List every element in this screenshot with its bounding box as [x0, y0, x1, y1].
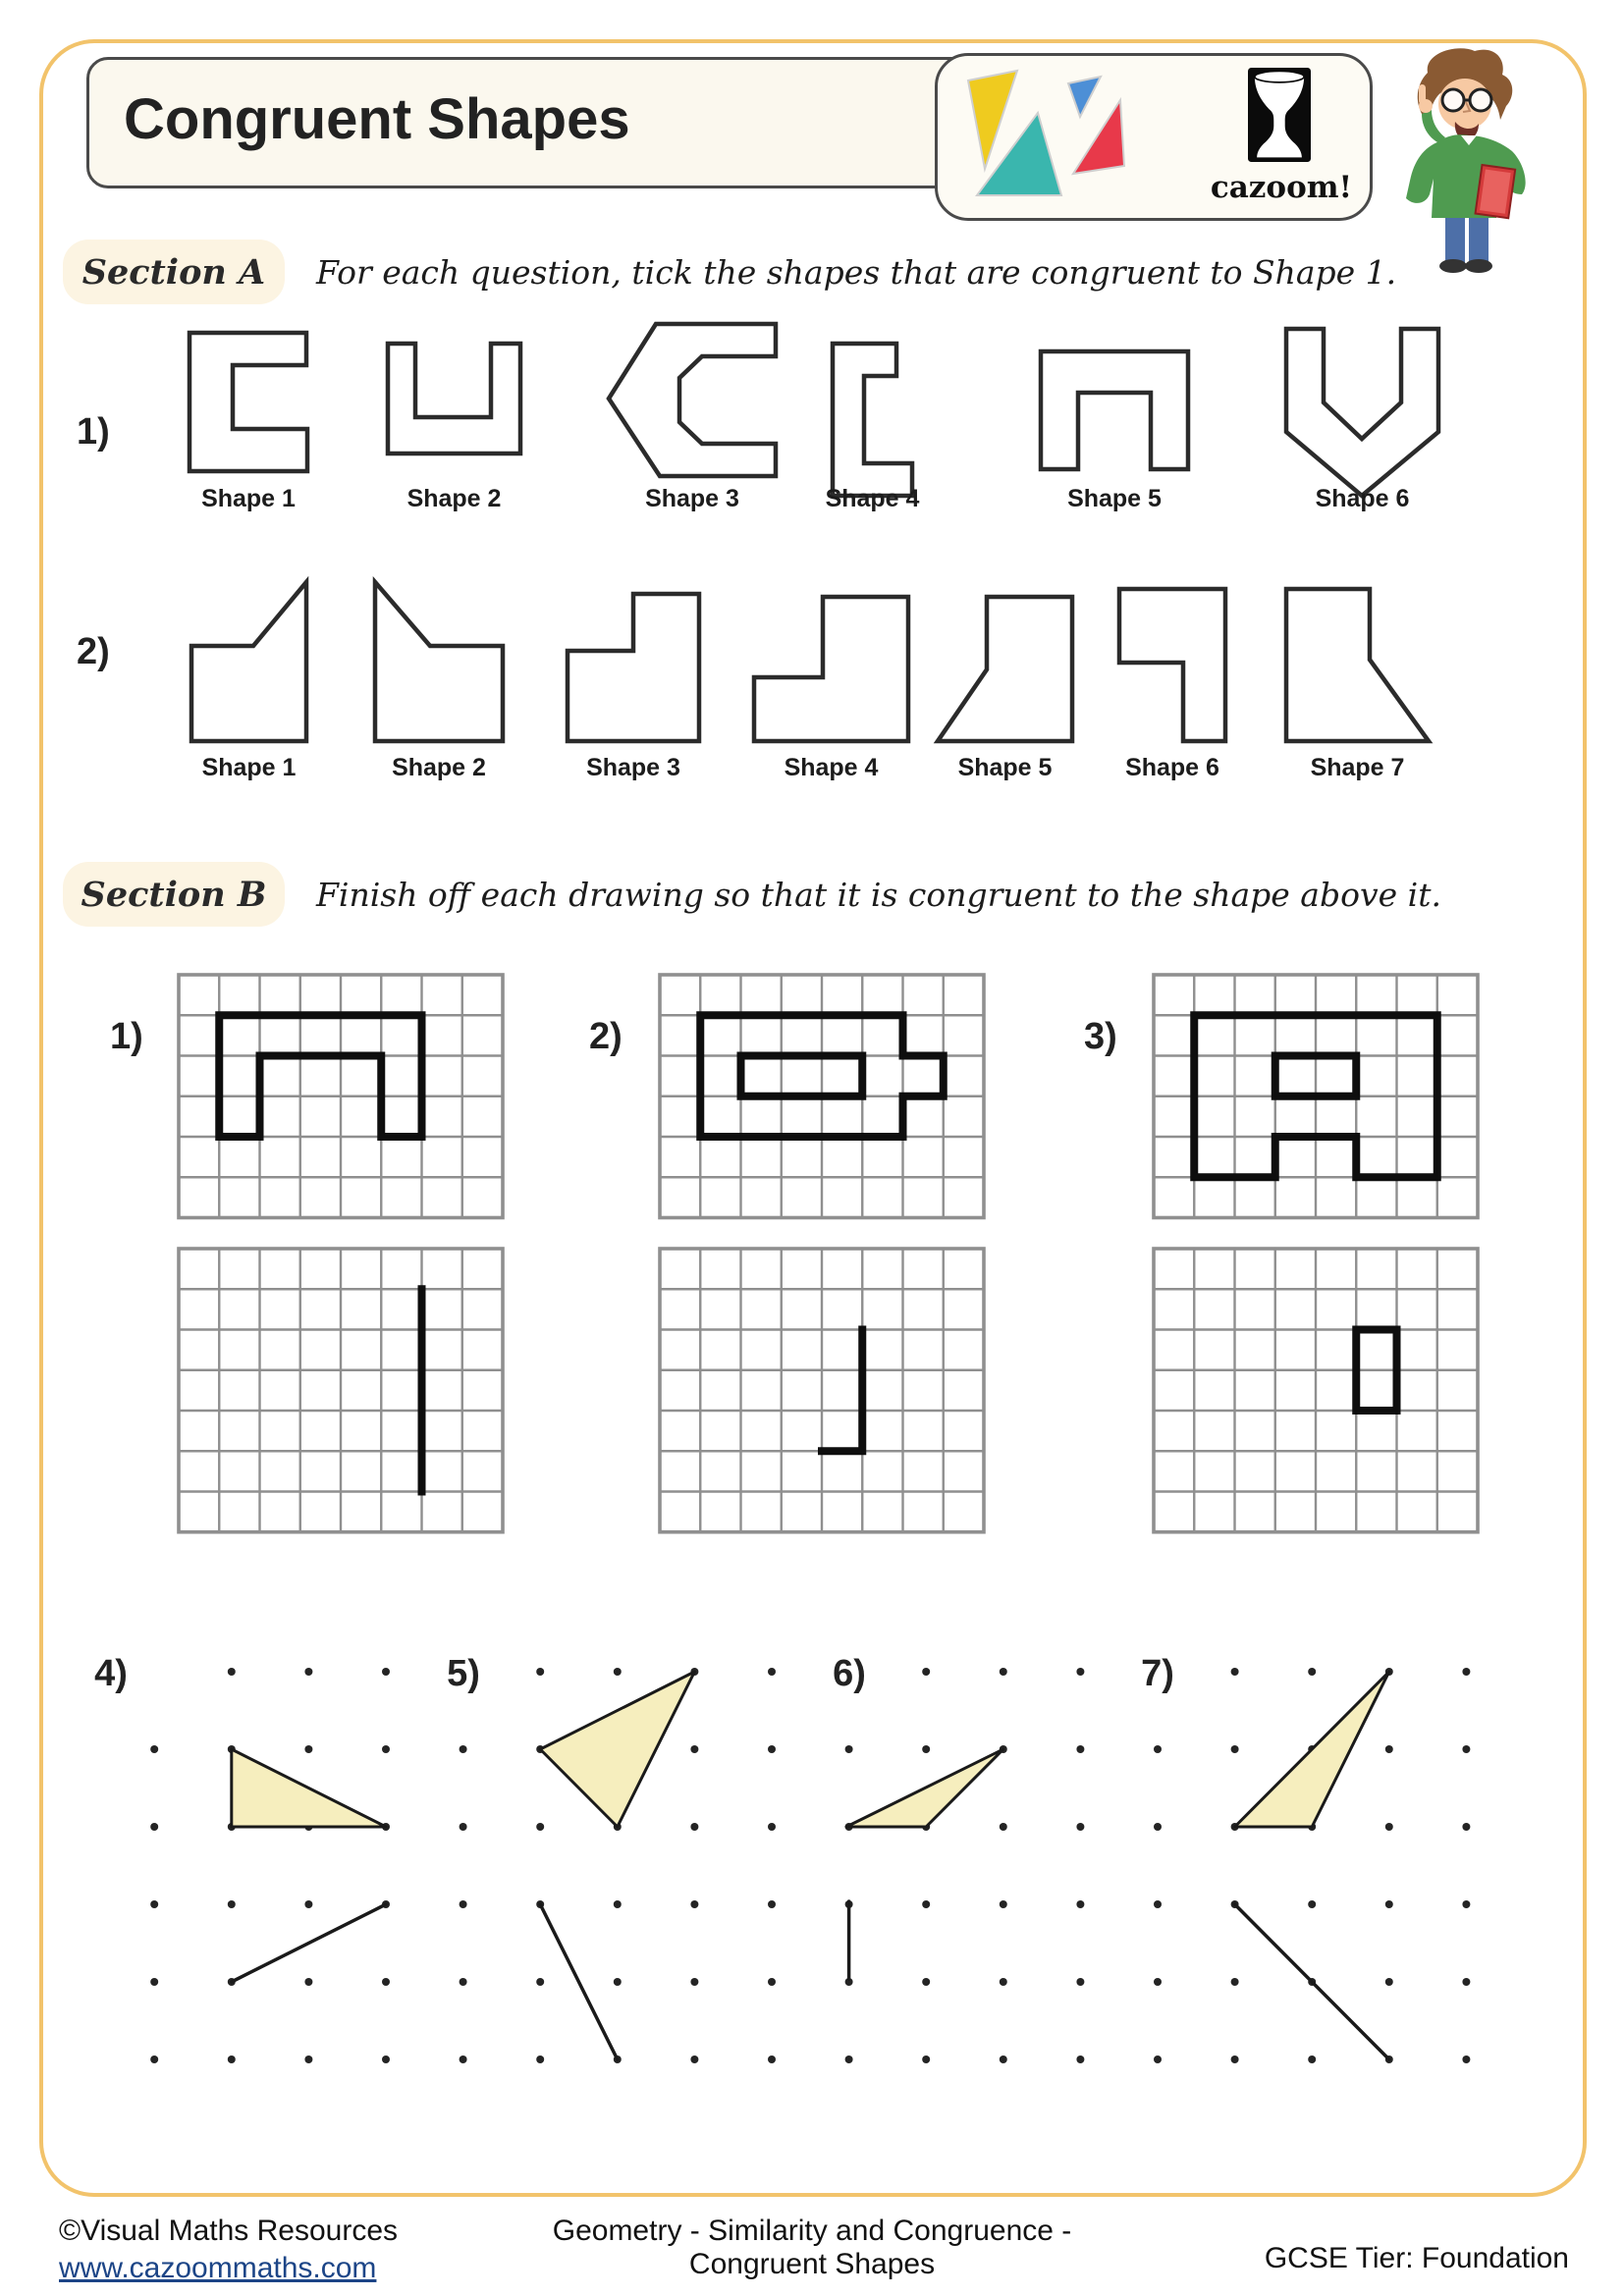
starter-line[interactable] [540, 1904, 618, 2059]
b1-shape-grid [179, 975, 503, 1218]
shape-label: Shape 2 [406, 485, 502, 512]
question-number: 2) [77, 631, 110, 672]
question-number: 7) [1141, 1653, 1174, 1694]
grid-dot [1385, 1745, 1393, 1753]
starter-line[interactable] [232, 1904, 386, 1982]
grid-dot [1462, 1900, 1470, 1908]
grid-dot [1000, 2056, 1007, 2063]
grid-dot [1000, 1823, 1007, 1831]
grid-dot [1231, 1668, 1239, 1676]
grid-dot [1076, 1745, 1084, 1753]
starter-line[interactable] [1235, 1904, 1389, 2059]
question-number: 5) [447, 1653, 480, 1694]
shape-label: Shape 2 [392, 754, 486, 781]
section-b-label: Section B [81, 874, 267, 915]
candidate-shape[interactable] [1286, 329, 1438, 496]
grid-dot [1308, 1900, 1316, 1908]
shape-label: Shape 5 [957, 754, 1053, 781]
grid-dot [1000, 1978, 1007, 1986]
grid-dot [382, 2056, 390, 2063]
drawn-shape [822, 1330, 862, 1452]
grid-dot [1154, 1823, 1162, 1831]
section-a-label: Section A [81, 251, 266, 293]
grid-dot [922, 2056, 930, 2063]
shape-label: Shape 3 [586, 754, 680, 781]
grid-dot [1000, 1900, 1007, 1908]
grid-dot [1076, 1823, 1084, 1831]
given-triangle [232, 1749, 386, 1827]
grid-dot [1076, 1900, 1084, 1908]
grid-dot [536, 1823, 544, 1831]
section-a-instruction: For each question, tick the shapes that are congruent to Shape 1. [316, 253, 1397, 292]
grid-dot [150, 1900, 158, 1908]
grid-dot [1154, 1978, 1162, 1986]
grid-dot [1308, 2056, 1316, 2063]
grid-dot [460, 1823, 467, 1831]
grid-dot [922, 1668, 930, 1676]
grid-dot [845, 2056, 853, 2063]
brand-text: cazoom! [1210, 170, 1353, 205]
grid-dot [690, 1978, 698, 1986]
grid-dot [768, 1668, 776, 1676]
footer-topic [321, 2215, 1303, 2281]
grid-dot [304, 1668, 312, 1676]
grid-dot [922, 1900, 930, 1908]
grid-dot [614, 1668, 622, 1676]
grid-dot [922, 1978, 930, 1986]
grid-dot [690, 1745, 698, 1753]
question-number: 6) [833, 1653, 866, 1694]
grid-dot [614, 1900, 622, 1908]
candidate-shape[interactable] [833, 344, 912, 496]
question-number: 1) [77, 411, 110, 453]
candidate-shape[interactable] [375, 582, 503, 741]
drawn-shape [741, 1056, 863, 1096]
footer-topic-line1: Geometry - Similarity and Congruence - [552, 2215, 1072, 2247]
grid-dot [304, 1900, 312, 1908]
candidate-shape[interactable] [388, 344, 520, 454]
grid-dot [614, 1978, 622, 1986]
b1-answer-grid[interactable] [179, 1249, 503, 1532]
shape-label: Shape 6 [1125, 754, 1219, 781]
candidate-shape[interactable] [189, 333, 307, 471]
shape-label: Shape 1 [201, 485, 296, 512]
grid-dot [150, 2056, 158, 2063]
grid-dot [460, 2056, 467, 2063]
grid-dot [536, 1668, 544, 1676]
grid-dot [460, 1978, 467, 1986]
grid-dot [536, 1978, 544, 1986]
copyright-text: ©Visual Maths Resources [59, 2215, 399, 2247]
grid-dot [1462, 1823, 1470, 1831]
grid-dot [1385, 1823, 1393, 1831]
grid-dot [1385, 1978, 1393, 1986]
grid-dot [1231, 1745, 1239, 1753]
grid-dot [1000, 1668, 1007, 1676]
candidate-shape[interactable] [1041, 351, 1188, 469]
grid-dot [1308, 1668, 1316, 1676]
question-number: 4) [94, 1653, 128, 1694]
question-number: 2) [589, 1016, 623, 1057]
grid-dot [1462, 2056, 1470, 2063]
candidate-shape[interactable] [754, 597, 908, 741]
shape-label: Shape 3 [645, 485, 739, 512]
shape-label: Shape 6 [1315, 485, 1410, 512]
footer-tier: GCSE Tier: Foundation [1264, 2242, 1569, 2274]
page-title: Congruent Shapes [124, 87, 630, 151]
candidate-shape[interactable] [568, 594, 699, 741]
candidate-shape[interactable] [191, 582, 306, 741]
given-triangle [1235, 1672, 1389, 1827]
shape-label: Shape 4 [825, 485, 920, 512]
footer-topic-line2: Congruent Shapes [688, 2248, 936, 2280]
grid-dot [150, 1978, 158, 1986]
b2-shape-grid [660, 975, 984, 1218]
grid-dot [1231, 2056, 1239, 2063]
grid-dot [1462, 1668, 1470, 1676]
grid-dot [690, 1823, 698, 1831]
drawn-shape [219, 1015, 421, 1137]
candidate-shape[interactable] [938, 597, 1072, 741]
b3-shape-grid [1154, 975, 1478, 1218]
grid-dot [1076, 1668, 1084, 1676]
b2-answer-grid[interactable] [660, 1249, 984, 1532]
grid-dot [768, 1900, 776, 1908]
grid-dot [228, 1900, 236, 1908]
grid-dot [1076, 1978, 1084, 1986]
candidate-shape[interactable] [609, 324, 776, 476]
grid-dot [228, 2056, 236, 2063]
grid-dot [460, 1745, 467, 1753]
grid-dot [690, 1900, 698, 1908]
shape-label: Shape 7 [1310, 754, 1405, 781]
grid-dot [304, 1978, 312, 1986]
grid-dot [1154, 1900, 1162, 1908]
shape-label: Shape 1 [201, 754, 297, 781]
grid-dot [845, 1745, 853, 1753]
grid-dot [1231, 1978, 1239, 1986]
grid-dot [150, 1745, 158, 1753]
grid-dot [768, 2056, 776, 2063]
question-number: 1) [110, 1016, 143, 1057]
shape-label: Shape 5 [1067, 485, 1162, 512]
grid-dot [460, 1900, 467, 1908]
grid-dot [1154, 2056, 1162, 2063]
grid-dot [228, 1668, 236, 1676]
grid-dot [150, 1823, 158, 1831]
candidate-shape[interactable] [1286, 589, 1429, 741]
grid-dot [382, 1745, 390, 1753]
grid-dot [768, 1823, 776, 1831]
grid-dot [304, 2056, 312, 2063]
grid-dot [768, 1978, 776, 1986]
grid-dot [1462, 1978, 1470, 1986]
shape-label: Shape 4 [784, 754, 879, 781]
given-triangle [846, 1749, 1003, 1827]
website-link[interactable]: www.cazoommaths.com [59, 2252, 377, 2284]
grid-dot [1385, 1900, 1393, 1908]
grid-dot [1154, 1745, 1162, 1753]
grid-dot [1462, 1745, 1470, 1753]
grid-dot [536, 2056, 544, 2063]
grid-dot [922, 1745, 930, 1753]
b3-answer-grid[interactable] [1154, 1249, 1478, 1532]
grid-dot [382, 1978, 390, 1986]
grid-dot [690, 2056, 698, 2063]
grid-dot [1076, 2056, 1084, 2063]
question-number: 3) [1084, 1016, 1117, 1057]
section-b-instruction: Finish off each drawing so that it is congruent to the shape above it. [316, 876, 1441, 914]
grid-dot [768, 1745, 776, 1753]
grid-dot [382, 1668, 390, 1676]
grid-dot [304, 1745, 312, 1753]
candidate-shape[interactable] [1119, 589, 1225, 741]
given-triangle [540, 1672, 694, 1827]
